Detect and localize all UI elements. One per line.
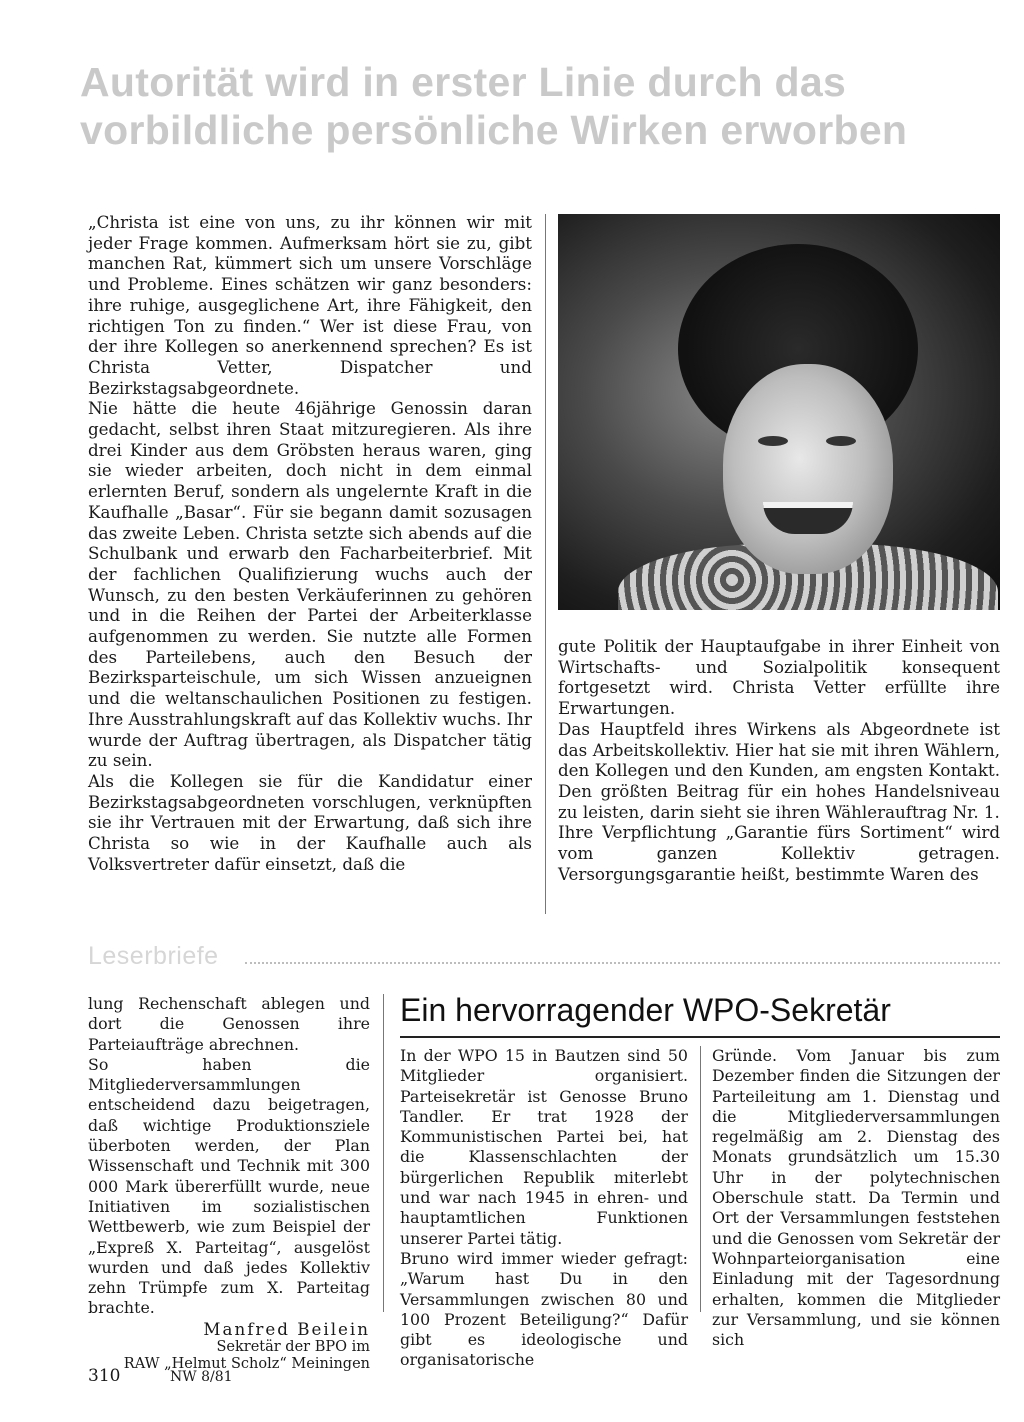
letter-author: Manfred Beilein [203, 1318, 370, 1339]
column-divider [700, 1046, 701, 1312]
letter-paragraph: Bruno wird immer wieder gefragt: „Warum hast Du in den Versammlungen zwischen 80 und 100 Prozent Beteiligung?“ Dafür gibt es ideologische und organisatorische [400, 1248, 688, 1370]
portrait-photo [558, 214, 1000, 610]
section-label: Leserbriefe [88, 942, 219, 970]
letter-paragraph: Gründe. Vom Januar bis zum Dezember finden die Sitzungen der Parteileitung am 1. Dienstag und die Mitgliederversammlungen regelmäßig am 2. Dienstag des Monats grundsätzlich um 15.30 Uhr in der polytechnischen Oberschule statt. Da Termin und Ort der Versammlungen feststehen und die Genossen vom Sekretär der Wohnparteiorganisation eine Einladung mit der Tagesordnung erhalten, kommen die Mitglieder zur Versammlung, und sie können sich [712, 1046, 1000, 1350]
article-column-2 [558, 636, 1000, 884]
article-paragraph: „Christa ist eine von uns, zu ihr können wir mit jeder Frage kommen. Aufmerksam hört sie zu, gibt manchen Rat, kümmert sich um unsere Vorschläge und Probleme. Eines schätzen wir ganz besonders: ihre ruhige, ausgeglichene Art, ihre Fähigkeit, den richtigen Ton zu finden.“ Wer ist diese Frau, von der ihre Kollegen so anerkennend sprechen? Es ist Christa Vetter, Dispatcher und Bezirkstagsabgeordnete. [88, 212, 532, 398]
article-paragraph: gute Politik der Hauptaufgabe in ihrer Einheit von Wirtschafts- und Sozialpolitik konsequent fortgesetzt wird. Christa Vetter erfüllte ihre Erwartungen. [558, 636, 1000, 719]
column-divider [545, 214, 546, 914]
letter-author-role: Sekretär der BPO im [216, 1339, 370, 1356]
article-paragraph: Nie hätte die heute 46jährige Genossin daran gedacht, selbst ihren Staat mitzuregieren. Als ihre drei Kinder aus dem Gröbsten heraus waren, ging sie wieder arbeiten, doch nicht in dem einmal erlernten Beruf, sondern als ungelernte Kraft in die Kaufhalle „Basar“. Für sie begann damit sozusagen das zweite Leben. Christa setzte sich abends auf die Schulbank und erwarb den Facharbeiterbrief. Mit der fachlichen Qualifizierung wuchs auch der Wunsch, zu den besten Verkäuferinnen zu gehören und in die Reihen der Partei der Arbeiterklasse aufgenommen zu werden. Sie nutzte alle Formen des Parteilebens, auch den Besuch der Bezirksparteischule, um sich Wissen anzueignen und die weltanschaulichen Positionen zu festigen. Ihre Ausstrahlungskraft auf das Kollektiv wuchs. Ihr wurde der Auftrag übertragen, als Dispatcher tätig zu sein. [88, 398, 532, 771]
letter-paragraph: So haben die Mitgliederversammlungen entscheidend dazu beigetragen, daß wichtige Produktionsziele überboten werden, der Plan Wissenschaft und Technik mit 300 000 Mark übererfüllt wurde, neue Initiativen im sozialistischen Wettbewerb, wie zum Beispiel der „Expreß X. Parteitag“, ausgelöst wurden und daß jedes Kollektiv zehn Trümpfe zum X. Parteitag brachte. [88, 1054, 370, 1318]
letter-paragraph: lung Rechenschaft ablegen und dort die Genossen ihre Parteiaufträge abrechnen. [88, 994, 370, 1054]
letter-paragraph: In der WPO 15 in Bautzen sind 50 Mitglieder organisiert. Parteisekretär ist Genosse Bruno Tandler. Er trat 1928 der Kommunistischen Partei bei, hat die Klassenschlachten der bürgerlichen Republik miterlebt und war nach 1945 in ehren- und hauptamtlichen Funktionen unserer Partei tätig. [400, 1046, 688, 1248]
headline: Autorität wird in erster Linie durch das vorbildliche persönliche Wirken erworben [80, 59, 908, 153]
page-number: 310 [88, 1366, 121, 1386]
letter1-column [88, 994, 370, 1373]
letter2-column-2 [712, 1046, 1000, 1350]
letter2-title: Ein hervorragender WPO-Sekretär [400, 992, 891, 1028]
letter2-column-1 [400, 1046, 688, 1371]
letter-author-org: RAW „Helmut Scholz“ Meiningen [123, 1356, 370, 1373]
section-dotted-rule [245, 962, 1000, 964]
article-column-1 [88, 212, 532, 875]
issue-label: NW 8/81 [170, 1369, 233, 1385]
article-paragraph: Ihre Verpflichtung „Garantie fürs Sortiment“ wird vom ganzen Kollektiv getragen. Versorgungsgarantie heißt, bestimmte Waren des [558, 822, 1000, 884]
article-paragraph: Das Hauptfeld ihres Wirkens als Abgeordnete ist das Arbeitskollektiv. Hier hat sie mit ihren Wählern, den Kollegen und den Kunden, am engsten Kontakt. Den größten Beitrag für ein hohes Handelsniveau zu leisten, darin sieht sie ihren Wählerauftrag Nr. 1. [558, 718, 1000, 822]
column-divider [383, 994, 384, 1312]
title-rule [400, 1036, 1000, 1038]
article-paragraph: Als die Kollegen sie für die Kandidatur einer Bezirkstagsabgeordneten vorschlugen, verknüpften sie ihr Vertrauen mit der Erwartung, daß sich ihre Christa so wie in der Kaufhalle auch als Volksvertreter dafür einsetzt, daß die [88, 770, 532, 874]
